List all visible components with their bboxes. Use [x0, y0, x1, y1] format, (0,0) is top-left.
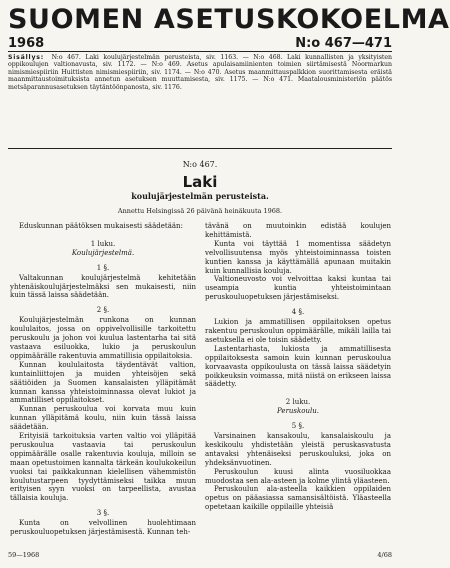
top-rule [8, 51, 392, 52]
paragraph: Lukion ja ammatillisen oppilaitoksen opetus rakentuu peruskoulun oppimäärälle, mikäli lailla tai asetuksella ei ole toisin säädetty. [205, 318, 391, 344]
contents-block [8, 54, 392, 91]
paragraph: Peruskoulun kuusi alinta vuosiluokkaa muodostaa sen ala-asteen ja kolme ylintä yläasteen. [205, 467, 391, 485]
paragraph: Kunta on velvollinen huolehtimaan peruskouluopetuksen järjestämisestä. Kunnan teh- [10, 519, 196, 537]
publication-title: SUOMEN ASETUSKOKOELMA [8, 4, 450, 35]
paragraph: Lastentarhasta, lukiosta ja ammatillisesta oppilaitoksesta samoin kuin kunnan peruskoulua korvaavasta oppikoulusta on tässä laissa säädetyin poikkeuksin voimassa, mitä niistä on erikseen laissa säädetty. [205, 344, 391, 389]
section-heading: 5 §. [291, 422, 305, 431]
right-column [205, 222, 391, 542]
contents-text: N:o 467. Laki koulujärjestelmän perusteista, siv. 1163. — N:o 468. Laki kunnallisten ja yksityisten oppikoulujen valtionavusta, siv. 1172. — N:o 469. Asetus apulaisamiinienten toimien siirtämisestä Noormarkun nimismiespiiriin Huittisten nimismiespiiriin, siv. 1174. — N:o 470. Asetus maanmittauspalkkion suorittamisesta eräistä maanmittaustoimituksista annetun asetuksen muuttamisesta, siv. 1175. — N:o 471. Maatalousministeriön päätös metsäparannusasetuksen täytäntöönpanosta, siv. 1176. [8, 54, 393, 91]
act-title: Laki [182, 173, 218, 191]
contents-label: Sisällys: [8, 54, 45, 61]
act-number: N:o 467. [182, 160, 218, 169]
paragraph: Erityisiä tarkoituksia varten valtio voi ylläpitää peruskoulua vastaavia tai peruskoulun oppimäärälle osalle rakentuvia kouluja, milloin se maan opetustoimen kannalta tärkeän koulukokeilun vuoksi tai paikkakunnan kielellisen vähemmistön koulutustarpeen tyydyttämiseksi taikka muun erityisen syyn vuoksi on tarpeellista, avustaa tällaisia kouluja. [10, 432, 196, 503]
chapter-heading: 2 luku. [285, 398, 311, 407]
chapter-name: Koulujärjestelmä. [71, 248, 135, 257]
section-heading: 2 §. [96, 306, 110, 315]
paragraph: Peruskoulun ala-asteella kaikkien oppilaiden opetus on pääasiassa samansisältöistä. Yläasteella opetetaan kaikille oppilaille yhteisiä [205, 485, 391, 512]
paragraph: Kunta voi täyttää 1 momentissa säädetyn velvollisuutensa myös yhteistoiminnassa toisten kuntien kanssa ja käyttämällä apunaan muitakin kuin kunnallisia kouluja. [205, 239, 391, 275]
footer-right: 4/68 [377, 551, 392, 559]
paragraph: Varsinainen kansakoulu, kansalaiskoulu ja keskikoulu yhdistetään yleistä peruskasvatusta antavaksi yhtenäiseksi peruskouluksi, joka on yhdeksänvuotinen. [205, 432, 391, 467]
paragraph: Valtioneuvosto voi velvoittaa kaksi kuntaa tai useampia kuntia yhteistoimintaan peruskouluopetuksen järjestämiseksi. [205, 275, 391, 302]
section-heading: 1 §. [96, 263, 110, 272]
chapter-heading: 1 luku. [90, 239, 116, 248]
contents-rule [8, 148, 392, 149]
paragraph: Kunnan koululaitosta täydentävät valtion, kuntainliittojen ja muiden yhteisöjen sekä säätiöiden ja Suomen kansalaisten ylläpitämät kunnan kanssa yhteistoiminnassa olevat lukiot ja ammatilliset oppilaitokset. [10, 360, 196, 405]
issue-numbers: N:o 467—471 [295, 36, 392, 51]
act-subtitle: koulujärjestelmän perusteista. [131, 191, 269, 201]
act-date: Annettu Helsingissä 26 päivänä heinäkuuta 1968. [117, 207, 283, 215]
left-column [10, 222, 196, 542]
paragraph: tävänä on muutoinkin edistää koulujen kehittämistä. [205, 222, 391, 239]
paragraph: Koulujärjestelmän runkona on kunnan koululaitos, jossa on oppivelvollisille tarkoitettu peruskoulu ja johon voi kuulua lastentarha tai sitä vastaava esiluokka, lukio ja peruskoulun oppimäärälle rakentuvia ammatillisia oppilaitoksia. [10, 316, 196, 360]
enactment-clause: Eduskunnan päätöksen mukaisesti säädetään: [19, 222, 183, 230]
issue-year: 1968 [8, 36, 45, 51]
section-heading: 3 §. [96, 509, 110, 518]
chapter-name: Peruskoulu. [277, 407, 319, 416]
footer-left: 59—1968 [8, 551, 40, 559]
paragraph: Kunnan peruskoulua voi korvata muu kuin kunnan ylläpitämä koulu, niin kuin tässä laissa säädetään. [10, 405, 196, 432]
paragraph: Valtakunnan koulujärjestelmä kehitetään yhtenäiskoulujärjestelmäksi sen mukaisesti, niin kuin tässä laissa säädetään. [10, 273, 196, 300]
section-heading: 4 §. [291, 308, 305, 317]
